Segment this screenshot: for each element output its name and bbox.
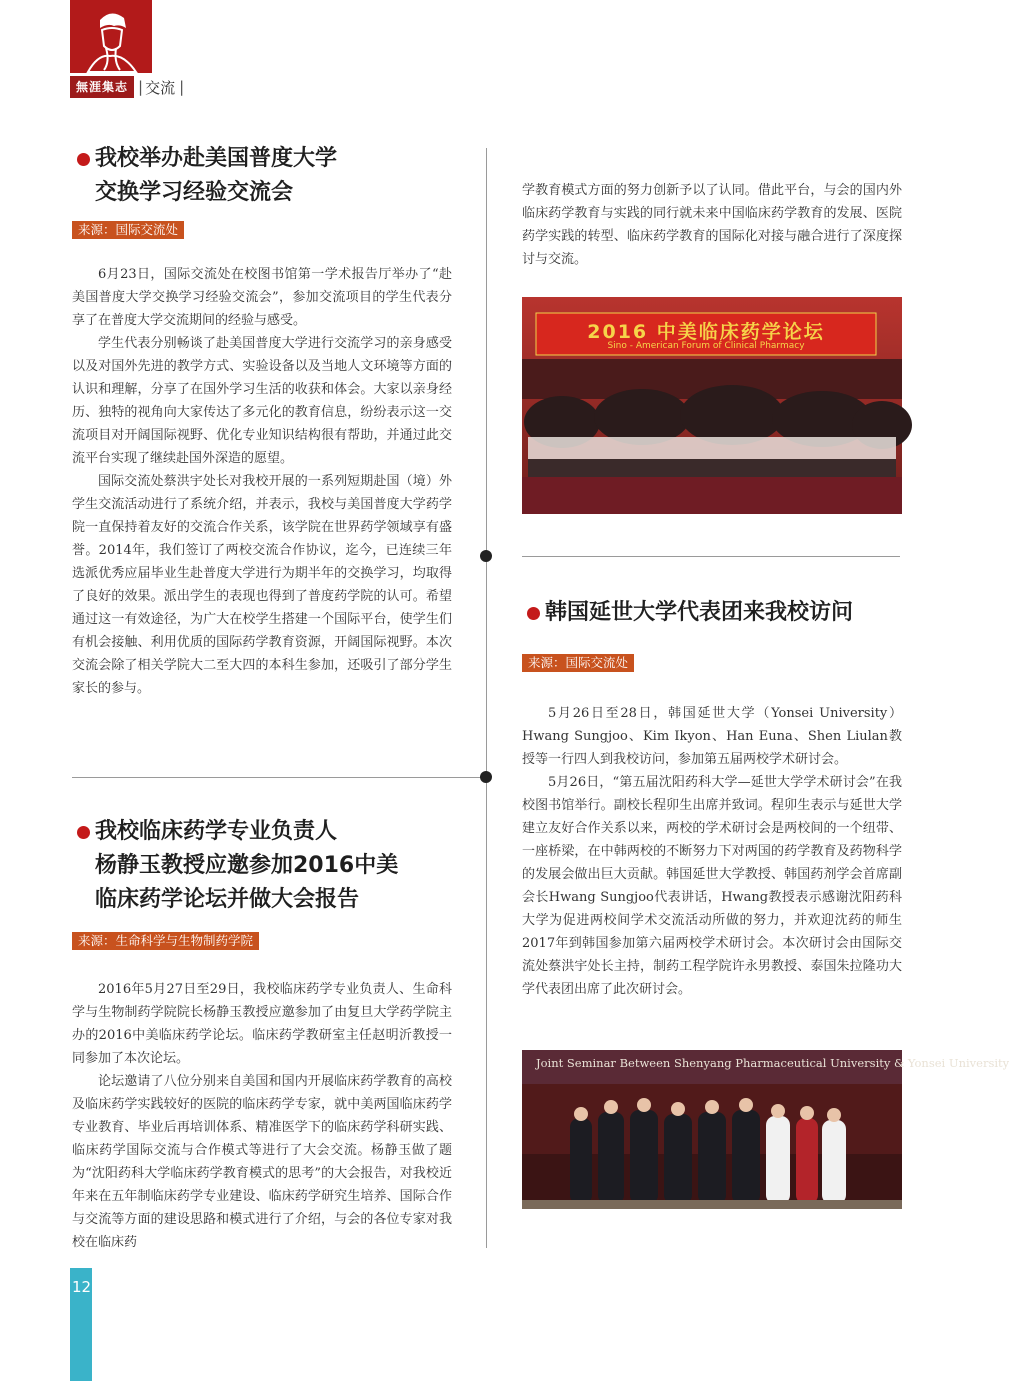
paragraph: 2016年5月27日至29日，我校临床药学专业负责人、生命科学与生物制药学院院长杨静玉教授应邀参加了由复旦大学药学院主办的2016中美临床药学论坛。临床药学教研室主任赵明沂教授一同参加了本次论坛。	[72, 982, 452, 1066]
magazine-brand: 無涯集志	[70, 76, 134, 98]
forum-banner-title: 2016 中美临床药学论坛	[587, 321, 825, 343]
column-divider	[486, 148, 487, 1248]
bullet-icon	[77, 826, 90, 839]
source-tag: 来源：国际交流处	[72, 221, 184, 239]
article-body-continued	[522, 179, 902, 271]
masthead	[70, 76, 186, 98]
paragraph: 5月26日至28日，韩国延世大学（Yonsei University）Hwang Sungjoo、Kim Ikyon、Han Euna、Shen Liulan教授等一行四人到我校访问，参加第五届两校学术研讨会。	[522, 706, 902, 767]
left-column-divider	[72, 777, 486, 778]
paragraph: 学教育模式方面的努力创新予以了认同。借此平台，与会的国内外临床药学教育与实践的同行就未来中国临床药学教育的发展、医院药学实践的转型、临床药学教育的国际化对接与融合进行了深度探讨与交流。	[522, 183, 902, 267]
paragraph: 学生代表分别畅谈了赴美国普度大学进行交流学习的亲身感受以及对国外先进的教学方式、实验设备以及当地人文环境等方面的认识和理解，分享了在国外学习生活的收获和体会。大家以亲身经历、独特的视角向大家传达了多元化的教育信息，纷纷表示这一交流项目对开阔国际视野、优化专业知识结构很有帮助，并通过此交流平台实现了继续赴国外深造的愿望。	[72, 336, 452, 466]
paragraph: 国际交流处蔡洪宇处长对我校开展的一系列短期赴国（境）外学生交流活动进行了系统介绍，并表示，我校与美国普度大学药学院一直保持着友好的交流合作关系，该学院在世界药学领域享有盛誉。2014年，我们签订了两校交流合作协议，迄今，已连续三年选派优秀应届毕业生赴普度大学进行为期半年的交换学习，均取得了良好的效果。派出学生的表现也得到了普度药学院的认可。希望通过这一有效途径，为广大在校学生搭建一个国际平台，使学生们有机会接触、利用优质的国际药学教育资源，开阔国际视野。本次交流会除了相关学院大二至大四的本科生参加，还吸引了部分学生家长的参与。	[72, 474, 452, 696]
paragraph: 5月26日，“第五届沈阳药科大学—延世大学学术研讨会”在我校图书馆举行。副校长程卯生出席并致词。程卯生表示与延世大学建立友好合作关系以来，两校的学术研讨会是两校间的一个纽带、一座桥梁，在中韩两校的不断努力下对两国的药学教育及药物科学的发展会做出巨大贡献。韩国延世大学教授、韩国药剂学会首席副会长Hwang Sungjoo代表讲话，Hwang教授表示感谢沈阳药科大学为促进两校间学术交流活动所做的努力，并欢迎沈药的师生2017年到韩国参加第六届两校学术研讨会。本次研讨会由国际交流处蔡洪宇处长主持，制药工程学院许永男教授、泰国朱拉隆功大学代表团出席了此次研讨会。	[522, 775, 902, 997]
seminar-group-photo	[522, 1050, 1009, 1209]
scholar-portrait-icon	[70, 0, 152, 73]
right-column-divider	[522, 556, 900, 557]
source-tag: 来源：生命科学与生物制药学院	[72, 932, 259, 950]
masthead-separator: |	[138, 78, 144, 96]
article-body	[72, 978, 452, 1254]
divider-dot	[480, 771, 492, 783]
section-label: 交流	[145, 78, 176, 97]
forum-group-photo	[522, 297, 902, 514]
seminar-banner-title: Joint Seminar Between Shenyang Pharmaceutical University & Yonsei University	[536, 1056, 1009, 1070]
bullet-icon	[77, 153, 90, 166]
article-title: 我校举办赴美国普度大学 交换学习经验交流会	[95, 142, 337, 210]
magazine-logo	[70, 0, 152, 73]
bullet-icon	[527, 607, 540, 620]
paragraph: 论坛邀请了八位分别来自美国和国内开展临床药学教育的高校及临床药学实践较好的医院的临床药学专家，就中美两国临床药学专业教育、毕业后再培训体系、精准医学下的临床药学科研实践、临床药学国际交流与合作模式等进行了大会交流。杨静玉做了题为“沈阳药科大学临床药学教育模式的思考”的大会报告，对我校近年来在五年制临床药学专业建设、临床药学研究生培养、国际合作与交流等方面的建设思路和模式进行了介绍，与会的各位专家对我校在临床药	[72, 1074, 452, 1250]
masthead-separator-end: |	[179, 78, 185, 96]
source-tag: 来源：国际交流处	[522, 654, 634, 672]
page-number: 12	[72, 1278, 92, 1296]
article-title: 韩国延世大学代表团来我校访问	[545, 596, 853, 630]
article-title: 我校临床药学专业负责人 杨静玉教授应邀参加2016中美 临床药学论坛并做大会报告	[95, 815, 398, 917]
paragraph: 6月23日，国际交流处在校图书馆第一学术报告厅举办了“赴美国普度大学交换学习经验交流会”，参加交流项目的学生代表分享了在普度大学交流期间的经验与感受。	[72, 267, 452, 328]
divider-dot	[480, 550, 492, 562]
article-body	[72, 263, 452, 700]
article-body	[522, 702, 902, 1001]
forum-banner-subtitle: Sino - American Forum of Clinical Pharmacy	[607, 341, 805, 351]
